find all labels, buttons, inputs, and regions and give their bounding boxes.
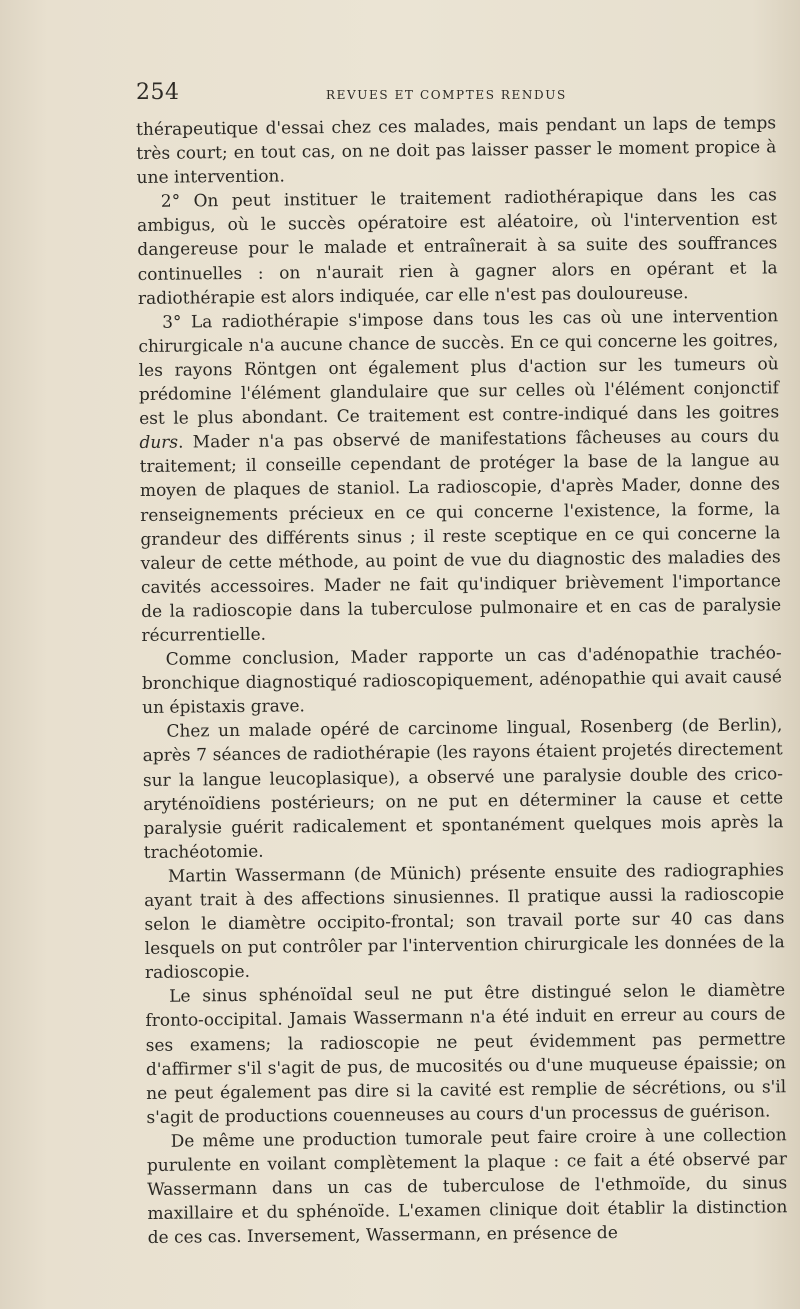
emphasis-durs: durs: [139, 432, 179, 454]
paragraph-3: [138, 304, 781, 648]
paragraph-3-lead: 3° La radiothérapie s'impose dans tous les cas où une intervention chirurgicale n'a aucune chance de succès. En ce qui concerne les goitres, les rayons Röntgen ont également plus d'action sur les tumeurs où prédomine l'élément glandulaire que sur celles où l'élément conjonctif est le plus abondant. Ce traitement est contre-indiqué dans les goitres: [138, 306, 780, 430]
paragraph-3-tail: . Mader n'a pas observé de manifestations fâcheuses au cours du traitement; il conseille cependant de protéger la base de la langue au moyen de plaques de staniol. La radioscopie, d'après Mader, donne des renseignements précieux en ce qui concerne l'existence, la forme, la grandeur des différents sinus ; il reste sceptique en ce qui concerne la valeur de cette méthode, au point de vue du diagnostic des maladies des cavités accessoires. Mader ne fait qu'indiquer brièvement l'importance de la radioscopie dans la tuberculose pulmonaire et en cas de paralysie récurrentielle.: [139, 426, 782, 646]
body-text: [136, 111, 788, 1250]
page-number: 254: [136, 80, 180, 105]
paragraph-2: 2° On peut instituer le traitement radiothérapique dans les cas ambigus, où le succès opératoire est aléatoire, où l'intervention est dangereuse pour le malade et entraînerait à sa suite des souffrances continuelles : on n'aurait rien à gagner alors en opérant et la radiothérapie est alors indiquée, car elle n'est pas douloureuse.: [137, 185, 778, 309]
paragraph-6: Martin Wassermann (de Münich) présente ensuite des radiographies ayant trait à des affections sinusiennes. Il pratique aussi la radioscopie selon le diamètre occipito-frontal; son travail porte sur 40 cas dans lesquels on put contrôler par l'intervention chirurgicale les données de la radioscopie.: [144, 860, 785, 984]
paragraph-7: Le sinus sphénoïdal seul ne put être distingué selon le diamètre fronto-occipital. Jamais Wassermann n'a été induit en erreur au cours de ses examens; la radioscopie ne peut évidemment pas permettre d'affirmer s'il s'agit de pus, de mucosités ou d'une muqueuse épaissie; on ne peut également pas dire si la cavité est remplie de sécrétions, ou s'il s'agit de productions couenneuses au cours d'un processus de guérison.: [145, 980, 787, 1128]
paragraph-5: Chez un malade opéré de carcinome lingual, Rosenberg (de Berlin), après 7 séances de radiothérapie (les rayons étaient projetés directement sur la langue leucoplasique), a observé une paralysie double des crico-aryténoïdiens postérieurs; on ne put en déterminer la cause et cette paralysie guérit radicalement et spontanément quelques mois après la trachéotomie.: [142, 715, 784, 863]
page-header: [136, 80, 776, 110]
paragraph-4: Comme conclusion, Mader rapporte un cas d'adénopathie trachéo-bronchique diagnostiqué radioscopiquement, adénopathie qui avait causé un épistaxis grave.: [141, 643, 782, 719]
paragraph-1: thérapeutique d'essai chez ces malades, mais pendant un laps de temps très court; en tout cas, on ne doit pas laisser passer le moment propice à une intervention.: [136, 113, 777, 189]
running-title: REVUES ET COMPTES RENDUS: [326, 88, 567, 102]
paragraph-8: De même une production tumorale peut faire croire à une collection purulente en voilant complètement la plaque : ce fait a été observé par Wassermann dans un cas de tuberculose de l'ethmoïde, du sinus maxillaire et du sphénoïde. L'examen clinique doit établir la distinction de ces cas. Inversement, Wassermann, en présence de: [146, 1125, 788, 1249]
